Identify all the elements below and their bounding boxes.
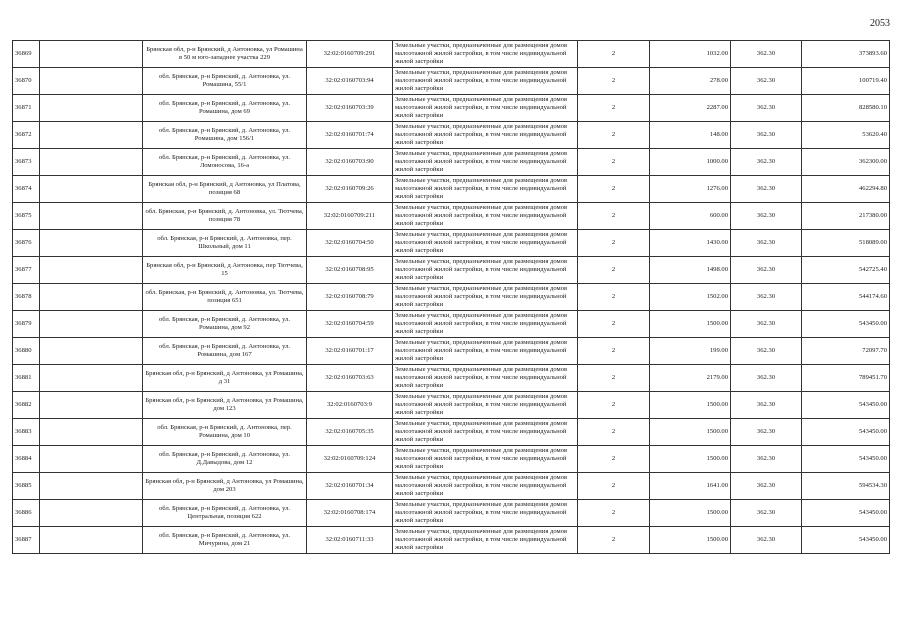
row-spacer: [40, 392, 143, 419]
row-spacer: [40, 311, 143, 338]
row-rate: 362.30: [731, 257, 802, 284]
row-cadastral-number: 32:02:0160703:39: [307, 95, 393, 122]
row-id: 36871: [13, 95, 40, 122]
page-number: 2053: [870, 18, 890, 29]
row-land-use: Земельные участки, предназначенные для размещения домов малоэтажной жилой застройки, в том числе индивидуальной жилой застройки: [393, 122, 578, 149]
row-id: 36879: [13, 311, 40, 338]
row-category: 2: [578, 41, 650, 68]
row-area: 600.00: [650, 203, 731, 230]
row-land-use: Земельные участки, предназначенные для размещения домов малоэтажной жилой застройки, в том числе индивидуальной жилой застройки: [393, 338, 578, 365]
row-land-use: Земельные участки, предназначенные для размещения домов малоэтажной жилой застройки, в том числе индивидуальной жилой застройки: [393, 365, 578, 392]
row-address: обл. Брянская, р-н Брянский, д. Антоновка, ул. Ромашина, дом 167: [143, 338, 307, 365]
row-cadastral-number: 32:02:0160709:211: [307, 203, 393, 230]
table-row: [13, 230, 890, 257]
row-value: 462294.80: [802, 176, 890, 203]
row-spacer: [40, 500, 143, 527]
row-cadastral-number: 32:02:0160701:17: [307, 338, 393, 365]
table-row: [13, 446, 890, 473]
row-address: обл. Брянская, р-н Брянский, д. Антоновка, ул. Ломоносова, 16-а: [143, 149, 307, 176]
row-land-use: Земельные участки, предназначенные для размещения домов малоэтажной жилой застройки, в том числе индивидуальной жилой застройки: [393, 257, 578, 284]
table-row: [13, 311, 890, 338]
row-value: 542725.40: [802, 257, 890, 284]
row-category: 2: [578, 203, 650, 230]
row-area: 1641.00: [650, 473, 731, 500]
row-spacer: [40, 95, 143, 122]
row-rate: 362.30: [731, 284, 802, 311]
row-value: 789451.70: [802, 365, 890, 392]
row-rate: 362.30: [731, 500, 802, 527]
row-address: Брянская обл, р-н Брянский, д Антоновка, ул Ромашина, дом 203: [143, 473, 307, 500]
row-id: 36883: [13, 419, 40, 446]
table-row: [13, 338, 890, 365]
table-row: [13, 41, 890, 68]
row-spacer: [40, 68, 143, 95]
row-area: 1276.00: [650, 176, 731, 203]
row-land-use: Земельные участки, предназначенные для размещения домов малоэтажной жилой застройки, в том числе индивидуальной жилой застройки: [393, 419, 578, 446]
row-area: 1032.00: [650, 41, 731, 68]
table-row: [13, 500, 890, 527]
table-row: [13, 149, 890, 176]
table-row: [13, 527, 890, 554]
row-area: 1500.00: [650, 500, 731, 527]
row-value: 543450.00: [802, 446, 890, 473]
row-spacer: [40, 230, 143, 257]
row-rate: 362.30: [731, 122, 802, 149]
row-land-use: Земельные участки, предназначенные для размещения домов малоэтажной жилой застройки, в том числе индивидуальной жилой застройки: [393, 473, 578, 500]
row-spacer: [40, 446, 143, 473]
row-cadastral-number: 32:02:0160703:63: [307, 365, 393, 392]
row-category: 2: [578, 392, 650, 419]
row-area: 1500.00: [650, 311, 731, 338]
row-category: 2: [578, 500, 650, 527]
row-land-use: Земельные участки, предназначенные для размещения домов малоэтажной жилой застройки, в том числе индивидуальной жилой застройки: [393, 41, 578, 68]
row-category: 2: [578, 176, 650, 203]
row-rate: 362.30: [731, 338, 802, 365]
row-id: 36882: [13, 392, 40, 419]
row-land-use: Земельные участки, предназначенные для размещения домов малоэтажной жилой застройки, в том числе индивидуальной жилой застройки: [393, 95, 578, 122]
row-category: 2: [578, 338, 650, 365]
row-category: 2: [578, 311, 650, 338]
row-spacer: [40, 176, 143, 203]
row-cadastral-number: 32:02:0160709:124: [307, 446, 393, 473]
row-area: 278.00: [650, 68, 731, 95]
row-category: 2: [578, 419, 650, 446]
row-address: обл. Брянская, р-н Брянский, д. Антоновка, пер. Школьный, дом 11: [143, 230, 307, 257]
row-area: 2179.00: [650, 365, 731, 392]
row-cadastral-number: 32:02:0160708:79: [307, 284, 393, 311]
row-spacer: [40, 203, 143, 230]
row-area: 2287.00: [650, 95, 731, 122]
row-cadastral-number: 32:02:0160708:95: [307, 257, 393, 284]
row-rate: 362.30: [731, 446, 802, 473]
row-id: 36884: [13, 446, 40, 473]
row-address: обл. Брянская, р-н Брянский, д. Антоновка, ул. Центральная, позиция 622: [143, 500, 307, 527]
row-spacer: [40, 257, 143, 284]
row-rate: 362.30: [731, 473, 802, 500]
row-rate: 362.30: [731, 527, 802, 554]
row-spacer: [40, 41, 143, 68]
row-spacer: [40, 527, 143, 554]
row-value: 828580.10: [802, 95, 890, 122]
row-value: 543450.00: [802, 500, 890, 527]
row-cadastral-number: 32:02:0160703:90: [307, 149, 393, 176]
row-value: 543450.00: [802, 419, 890, 446]
row-address: Брянская обл, р-н Брянский, д Антоновка, ул Ромашина, дом 123: [143, 392, 307, 419]
table-row: [13, 284, 890, 311]
row-id: 36881: [13, 365, 40, 392]
table-row: [13, 203, 890, 230]
row-rate: 362.30: [731, 149, 802, 176]
row-address: обл. Брянская, р-н Брянский, д. Антоновка, ул. Д.Давыдова, дом 12: [143, 446, 307, 473]
row-land-use: Земельные участки, предназначенные для размещения домов малоэтажной жилой застройки, в том числе индивидуальной жилой застройки: [393, 203, 578, 230]
row-rate: 362.30: [731, 392, 802, 419]
row-cadastral-number: 32:02:0160701:74: [307, 122, 393, 149]
row-address: Брянская обл, р-н Брянский, д Антоновка, ул Ромашина, д 31: [143, 365, 307, 392]
row-id: 36876: [13, 230, 40, 257]
row-category: 2: [578, 446, 650, 473]
row-id: 36872: [13, 122, 40, 149]
row-area: 1500.00: [650, 527, 731, 554]
row-cadastral-number: 32:02:0160704:59: [307, 311, 393, 338]
row-rate: 362.30: [731, 68, 802, 95]
row-land-use: Земельные участки, предназначенные для размещения домов малоэтажной жилой застройки, в том числе индивидуальной жилой застройки: [393, 500, 578, 527]
row-cadastral-number: 32:02:0160708:174: [307, 500, 393, 527]
row-id: 36877: [13, 257, 40, 284]
row-id: 36886: [13, 500, 40, 527]
row-id: 36887: [13, 527, 40, 554]
row-area: 1000.00: [650, 149, 731, 176]
row-rate: 362.30: [731, 203, 802, 230]
row-area: 1500.00: [650, 392, 731, 419]
table-row: [13, 122, 890, 149]
row-rate: 362.30: [731, 419, 802, 446]
table-row: [13, 68, 890, 95]
row-cadastral-number: 32:02:0160703:94: [307, 68, 393, 95]
row-id: 36873: [13, 149, 40, 176]
row-category: 2: [578, 149, 650, 176]
row-land-use: Земельные участки, предназначенные для размещения домов малоэтажной жилой застройки, в том числе индивидуальной жилой застройки: [393, 68, 578, 95]
row-category: 2: [578, 527, 650, 554]
row-category: 2: [578, 95, 650, 122]
row-spacer: [40, 473, 143, 500]
row-area: 1502.00: [650, 284, 731, 311]
row-area: 1500.00: [650, 446, 731, 473]
row-value: 373893.60: [802, 41, 890, 68]
row-value: 518089.00: [802, 230, 890, 257]
table-row: [13, 95, 890, 122]
row-rate: 362.30: [731, 176, 802, 203]
row-value: 217380.00: [802, 203, 890, 230]
row-address: обл. Брянская, р-н Брянский, д. Антоновка, ул. Ромашина, дом 92: [143, 311, 307, 338]
row-address: обл. Брянская, р-н Брянский, д. Антоновка, ул. Тютчева, позиция 78: [143, 203, 307, 230]
row-spacer: [40, 419, 143, 446]
row-cadastral-number: 32:02:0160704:50: [307, 230, 393, 257]
row-id: 36878: [13, 284, 40, 311]
row-spacer: [40, 149, 143, 176]
row-land-use: Земельные участки, предназначенные для размещения домов малоэтажной жилой застройки, в том числе индивидуальной жилой застройки: [393, 176, 578, 203]
row-address: обл. Брянская, р-н Брянский, д. Антоновка, ул. Ромашина, 55/1: [143, 68, 307, 95]
row-id: 36885: [13, 473, 40, 500]
row-cadastral-number: 32:02:0160703:9: [307, 392, 393, 419]
row-spacer: [40, 338, 143, 365]
row-address: обл. Брянская, р-н Брянский, д. Антоновка, ул. Ромашина, дом 156/1: [143, 122, 307, 149]
row-category: 2: [578, 473, 650, 500]
row-land-use: Земельные участки, предназначенные для размещения домов малоэтажной жилой застройки, в том числе индивидуальной жилой застройки: [393, 527, 578, 554]
row-value: 543450.00: [802, 311, 890, 338]
row-address: обл. Брянская, р-н Брянский, д. Антоновка, ул. Ромашина, дом 69: [143, 95, 307, 122]
row-land-use: Земельные участки, предназначенные для размещения домов малоэтажной жилой застройки, в том числе индивидуальной жилой застройки: [393, 149, 578, 176]
row-rate: 362.30: [731, 41, 802, 68]
land-registry-table: [12, 40, 890, 554]
table-row: [13, 257, 890, 284]
row-land-use: Земельные участки, предназначенные для размещения домов малоэтажной жилой застройки, в том числе индивидуальной жилой застройки: [393, 230, 578, 257]
row-area: 1500.00: [650, 419, 731, 446]
row-rate: 362.30: [731, 230, 802, 257]
row-cadastral-number: 32:02:0160705:35: [307, 419, 393, 446]
row-land-use: Земельные участки, предназначенные для размещения домов малоэтажной жилой застройки, в том числе индивидуальной жилой застройки: [393, 392, 578, 419]
row-value: 100719.40: [802, 68, 890, 95]
row-value: 72097.70: [802, 338, 890, 365]
row-category: 2: [578, 257, 650, 284]
table-row: [13, 473, 890, 500]
row-category: 2: [578, 68, 650, 95]
table-row: [13, 365, 890, 392]
row-area: 199.00: [650, 338, 731, 365]
row-address: Брянская обл, р-н Брянский, д Антоновка, пер Тютчева, 15: [143, 257, 307, 284]
table-row: [13, 176, 890, 203]
row-land-use: Земельные участки, предназначенные для размещения домов малоэтажной жилой застройки, в том числе индивидуальной жилой застройки: [393, 284, 578, 311]
row-value: 543450.00: [802, 527, 890, 554]
row-id: 36875: [13, 203, 40, 230]
row-land-use: Земельные участки, предназначенные для размещения домов малоэтажной жилой застройки, в том числе индивидуальной жилой застройки: [393, 446, 578, 473]
row-area: 1498.00: [650, 257, 731, 284]
row-spacer: [40, 365, 143, 392]
row-rate: 362.30: [731, 95, 802, 122]
row-address: Брянская обл, р-н Брянский, д Антоновка, ул Платова, позиция 68: [143, 176, 307, 203]
row-id: 36869: [13, 41, 40, 68]
row-cadastral-number: 32:02:0160709:26: [307, 176, 393, 203]
row-value: 543450.00: [802, 392, 890, 419]
row-category: 2: [578, 122, 650, 149]
row-cadastral-number: 32:02:0160709:291: [307, 41, 393, 68]
row-area: 148.00: [650, 122, 731, 149]
row-address: обл. Брянская, р-н Брянский, д. Антоновка, ул. Мичурина, дом 21: [143, 527, 307, 554]
row-value: 594534.30: [802, 473, 890, 500]
row-category: 2: [578, 365, 650, 392]
row-spacer: [40, 284, 143, 311]
row-id: 36880: [13, 338, 40, 365]
row-cadastral-number: 32:02:0160711:33: [307, 527, 393, 554]
row-category: 2: [578, 284, 650, 311]
row-id: 36870: [13, 68, 40, 95]
row-spacer: [40, 122, 143, 149]
row-value: 544174.60: [802, 284, 890, 311]
row-category: 2: [578, 230, 650, 257]
row-value: 53620.40: [802, 122, 890, 149]
table-row: [13, 392, 890, 419]
row-id: 36874: [13, 176, 40, 203]
row-rate: 362.30: [731, 365, 802, 392]
row-land-use: Земельные участки, предназначенные для размещения домов малоэтажной жилой застройки, в том числе индивидуальной жилой застройки: [393, 311, 578, 338]
row-value: 362300.00: [802, 149, 890, 176]
row-address: Брянская обл, р-н Брянский, д Антоновка, ул Ромашина в 50 м юго-западнее участка 229: [143, 41, 307, 68]
row-address: обл. Брянская, р-н Брянский, д. Антоновка, пер. Ромашина, дом 10: [143, 419, 307, 446]
row-rate: 362.30: [731, 311, 802, 338]
row-address: обл. Брянская, р-н Брянский, д. Антоновка, ул. Тютчева, позиция 651: [143, 284, 307, 311]
table-row: [13, 419, 890, 446]
row-area: 1430.00: [650, 230, 731, 257]
row-cadastral-number: 32:02:0160701:34: [307, 473, 393, 500]
